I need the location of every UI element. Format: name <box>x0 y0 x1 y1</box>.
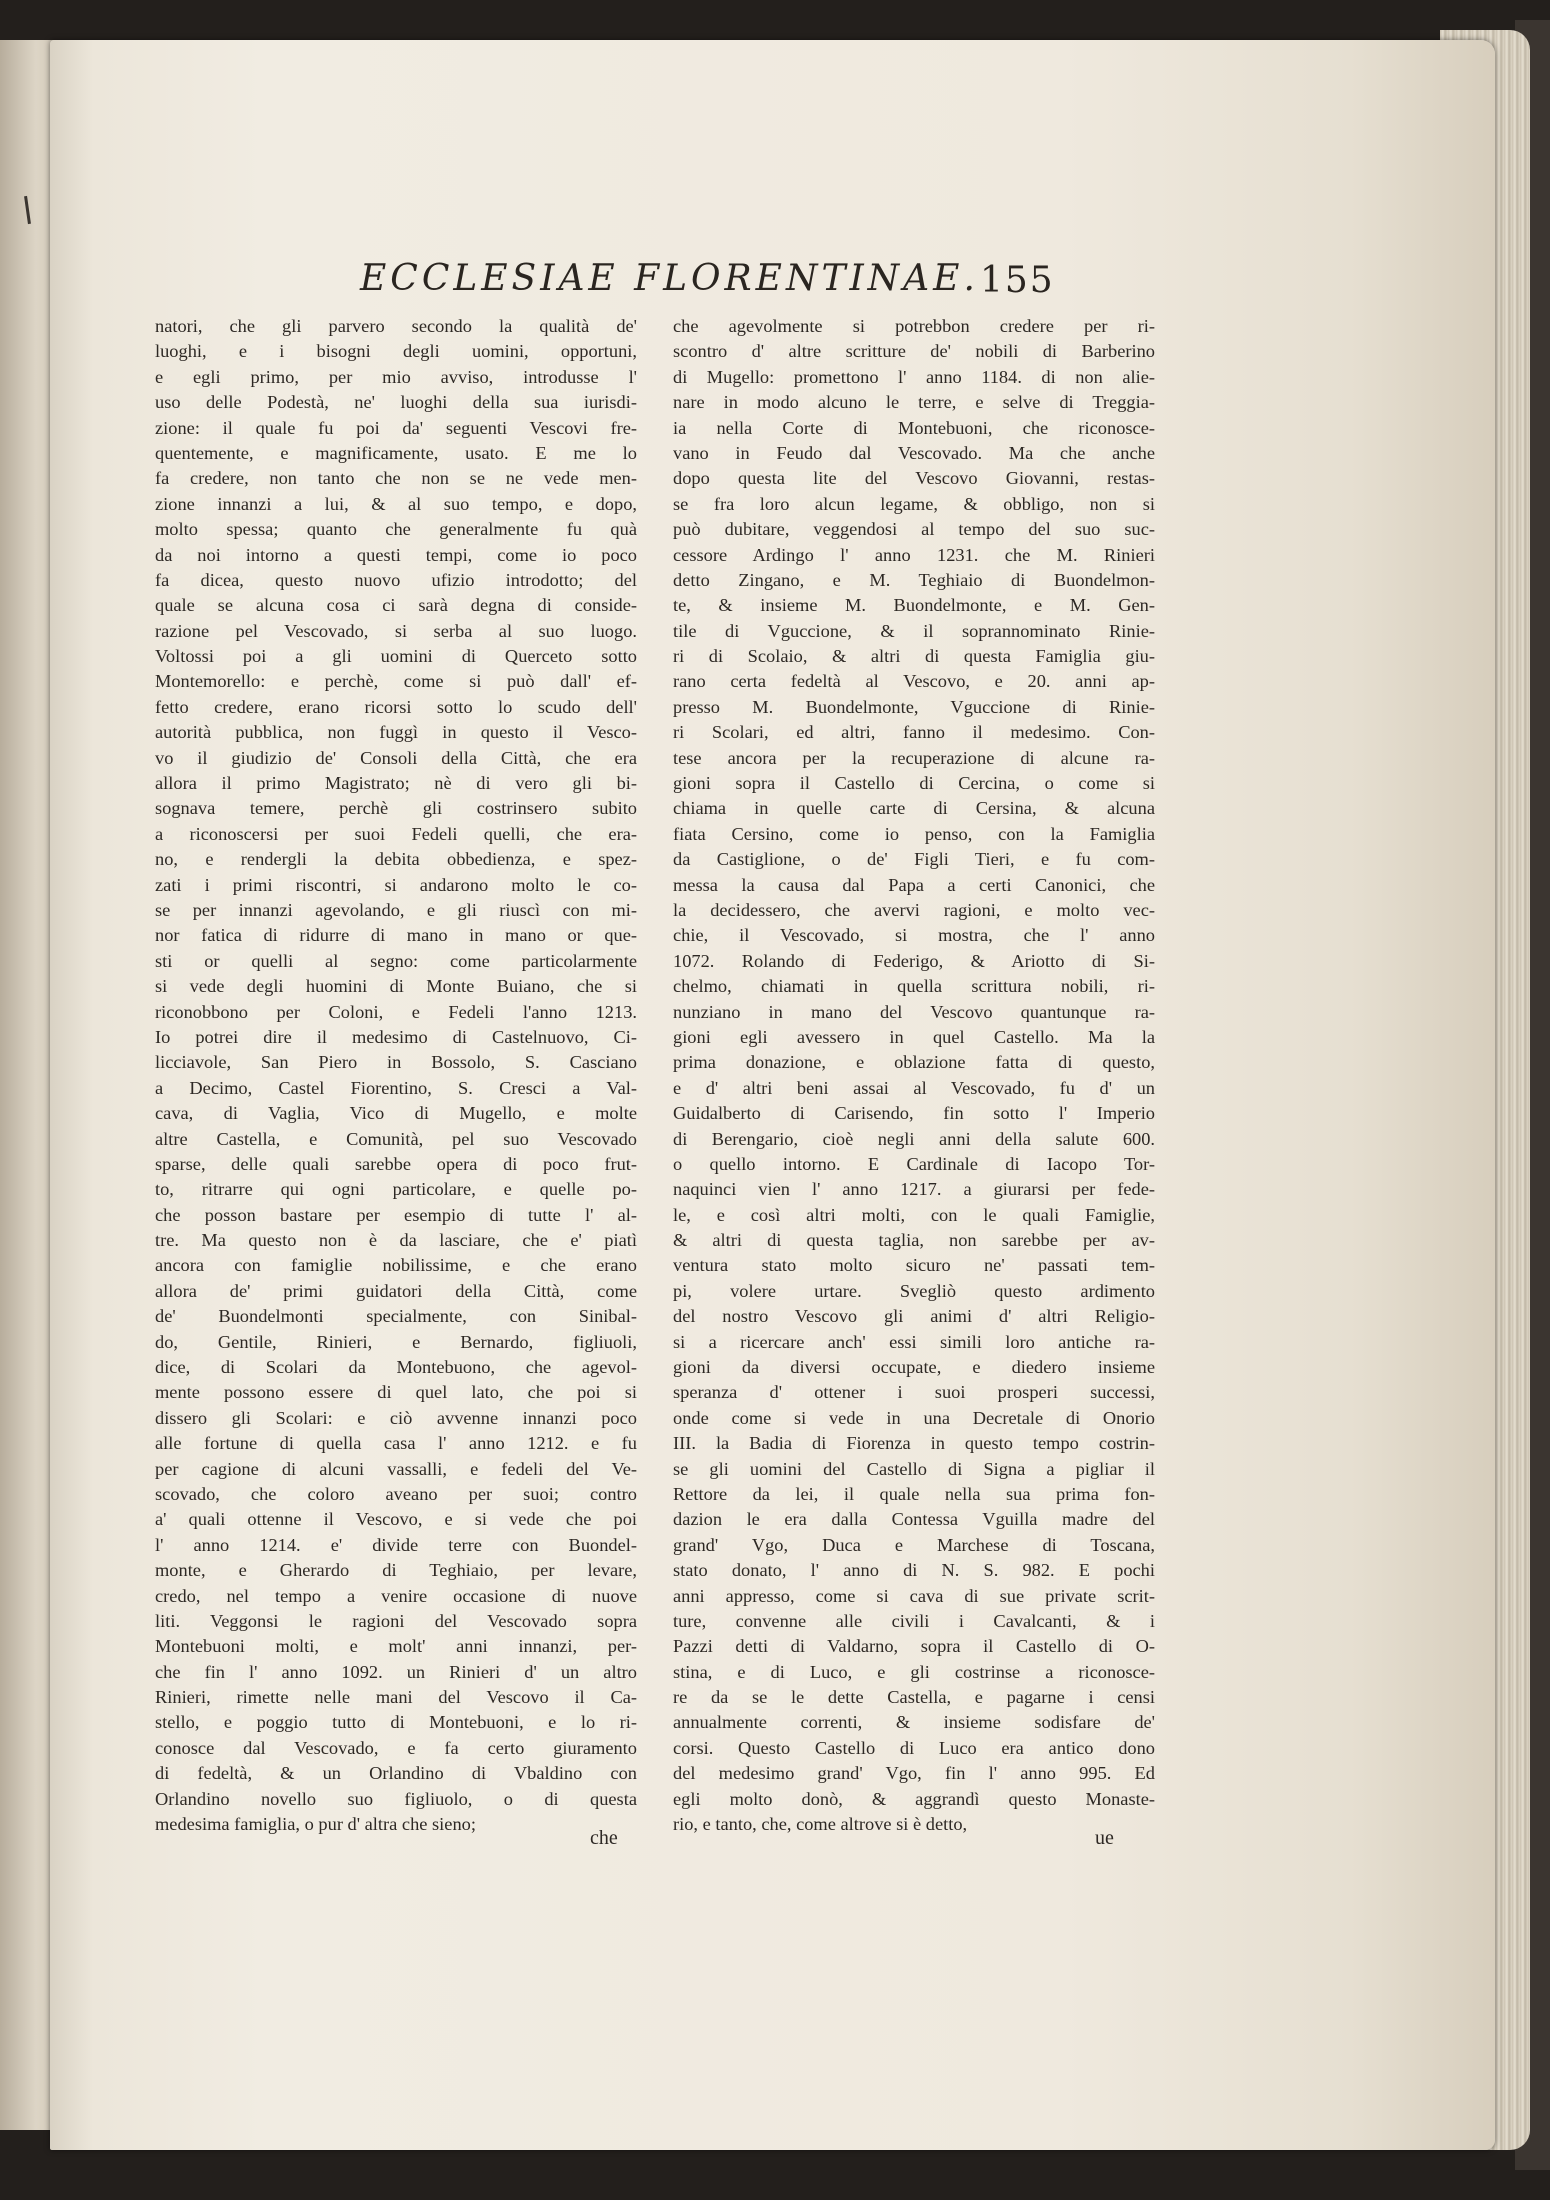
text-line: quentemente, e magnificamente, usato. E me lo <box>155 442 637 463</box>
text-line: può dubitare, veggendosi al tempo del suo suc- <box>673 519 1155 540</box>
text-line: da Castiglione, o de' Figli Tieri, e fu com- <box>673 849 1155 870</box>
text-line: annualmente correnti, & insieme sodisfare de' <box>673 1712 1155 1733</box>
text-line: vano in Feudo dal Vescovado. Ma che anche <box>673 442 1155 463</box>
text-line: ture, convenne alle civili i Cavalcanti, & i <box>673 1610 1155 1631</box>
text-line: fa credere, non tanto che non se ne vede men- <box>155 468 637 489</box>
text-line: riconobbono per Coloni, e Fedeli l'anno 1213. <box>155 1001 637 1022</box>
text-line: Orlandino novello suo figliuolo, o di questa <box>155 1788 637 1809</box>
text-line: & altri di questa taglia, non sarebbe per av- <box>673 1230 1155 1251</box>
text-line: a riconoscersi per suoi Fedeli quelli, che era- <box>155 823 637 844</box>
text-line: dopo questa lite del Vescovo Giovanni, restas- <box>673 468 1155 489</box>
text-line: a Decimo, Castel Fiorentino, S. Cresci a Val- <box>155 1077 637 1098</box>
text-line: Guidalberto di Carisendo, fin sotto l' Imperio <box>673 1103 1155 1124</box>
text-line: egli molto donò, & aggrandì questo Monaste- <box>673 1788 1155 1809</box>
text-line: ri Scolari, ed altri, fanno il medesimo. Con- <box>673 722 1155 743</box>
text-line: stina, e di Luco, e gli costrinse a riconosce- <box>673 1661 1155 1682</box>
text-line: messa la causa dal Papa a certi Canonici, che <box>673 874 1155 895</box>
text-line: licciavole, San Piero in Bossolo, S. Casciano <box>155 1052 637 1073</box>
text-line: scovado, che coloro aveano per suoi; contro <box>155 1483 637 1504</box>
text-line: allora il primo Magistrato; nè di vero gli bi- <box>155 773 637 794</box>
text-line: se per innanzi agevolando, e gli riuscì con mi- <box>155 899 637 920</box>
text-line: zione: il quale fu poi da' seguenti Vescovi fre- <box>155 417 637 438</box>
text-line: de' Buondelmonti specialmente, con Sinibal- <box>155 1306 637 1327</box>
text-line: stello, e poggio tutto di Montebuoni, e lo ri- <box>155 1712 637 1733</box>
text-line: pi, volere urtare. Svegliò questo ardimento <box>673 1280 1155 1301</box>
text-line: Pazzi detti di Valdarno, sopra il Castello di O- <box>673 1636 1155 1657</box>
text-line: si vede degli huomini di Monte Buiano, che si <box>155 976 637 997</box>
text-line: Voltossi poi a gli uomini di Querceto sotto <box>155 646 637 667</box>
text-line: ri di Scolaio, & altri di questa Famiglia giu- <box>673 646 1155 667</box>
text-line: sognava temere, perchè gli costrinsero subito <box>155 798 637 819</box>
text-line: tile di Vguccione, & il soprannominato Rinie- <box>673 620 1155 641</box>
text-line: zati i primi riscontri, si andarono molto le co- <box>155 874 637 895</box>
text-column-left <box>155 314 637 1837</box>
text-line: o quello intorno. E Cardinale di Iacopo Tor- <box>673 1153 1155 1174</box>
text-line: grand' Vgo, Duca e Marchese di Toscana, <box>673 1534 1155 1555</box>
text-line: se fra loro alcun legame, & obbligo, non si <box>673 493 1155 514</box>
text-line: da noi intorno a questi tempi, come io poco <box>155 544 637 565</box>
text-line: che agevolmente si potrebbon credere per ri- <box>673 316 1155 336</box>
text-line: natori, che gli parvero secondo la qualità de' <box>155 316 637 336</box>
running-title: ECCLESIAE FLORENTINAE. <box>360 258 979 299</box>
text-line: medesima famiglia, o pur d' altra che sieno; <box>155 1814 476 1835</box>
catchword-left: che <box>590 1827 618 1849</box>
text-line: zione innanzi a lui, & al suo tempo, e dopo, <box>155 493 637 514</box>
text-line: di Berengario, cioè negli anni della salute 600. <box>673 1128 1155 1149</box>
text-line: nare in modo alcuno le terre, e selve di Treggia- <box>673 392 1155 413</box>
text-line: prima donazione, e oblazione fatta di questo, <box>673 1052 1155 1073</box>
text-line: cava, di Vaglia, Vico di Mugello, e molte <box>155 1103 637 1124</box>
text-line: scontro d' altre scritture de' nobili di Barberino <box>673 341 1155 362</box>
text-line: allora de' primi guidatori della Città, come <box>155 1280 637 1301</box>
text-line: vo il giudizio de' Consoli della Città, che era <box>155 747 637 768</box>
text-line: autorità pubblica, non fuggì in questo il Vesco- <box>155 722 637 743</box>
text-line: credo, nel tempo a venire occasione di nuove <box>155 1585 637 1606</box>
text-line: gioni egli avessero in quel Castello. Ma la <box>673 1026 1155 1047</box>
text-line: sti or quelli al segno: come particolarmente <box>155 950 637 971</box>
text-line: sparse, delle quali sarebbe opera di poco frut- <box>155 1153 637 1174</box>
text-line: nor fatica di ridurre di mano in mano or que- <box>155 925 637 946</box>
text-line: alle fortune di quella casa l' anno 1212. e fu <box>155 1433 637 1454</box>
text-line: dice, di Scolari da Montebuono, che agevol- <box>155 1357 637 1378</box>
text-line: fiata Cersino, come io penso, con la Famiglia <box>673 823 1155 844</box>
text-line: razione pel Vescovado, si serba al suo luogo. <box>155 620 637 641</box>
text-line: altre Castella, e Comunità, pel suo Vescovado <box>155 1128 637 1149</box>
text-line: si a ricercare anch' essi simili loro antiche ra- <box>673 1331 1155 1352</box>
text-line: Montemorello: e perchè, come si può dall' ef- <box>155 671 637 692</box>
text-line: Rinieri, rimette nelle mani del Vescovo il Ca- <box>155 1687 637 1708</box>
running-header <box>360 258 1055 308</box>
text-line: dissero gli Scolari: e ciò avvenne innanzi poco <box>155 1407 637 1428</box>
text-line: di Mugello: promettono l' anno 1184. di non alie- <box>673 366 1155 387</box>
text-line: tre. Ma questo non è da lasciare, che e' piatì <box>155 1230 637 1251</box>
text-line: chiama in quelle carte di Cersina, & alcuna <box>673 798 1155 819</box>
text-line: do, Gentile, Rinieri, e Bernardo, figliuoli, <box>155 1331 637 1352</box>
text-line: no, e rendergli la debita obbedienza, e spez- <box>155 849 637 870</box>
text-line: la decidessero, che avervi ragioni, e molto vec- <box>673 899 1155 920</box>
text-line: chelmo, chiamati in quella scrittura nobili, ri- <box>673 976 1155 997</box>
text-line: monte, e Gherardo di Teghiaio, per levare, <box>155 1560 637 1581</box>
text-line: liti. Veggonsi le ragioni del Vescovado sopra <box>155 1610 637 1631</box>
text-line: se gli uomini del Castello di Signa a pigliar il <box>673 1458 1155 1479</box>
text-line: molto spessa; quanto che generalmente fu quà <box>155 519 637 540</box>
text-line: e d' altri beni assai al Vescovado, fu d' un <box>673 1077 1155 1098</box>
page-number: 155 <box>980 260 1055 301</box>
text-line: speranza d' ottener i suoi prosperi successi, <box>673 1382 1155 1403</box>
text-line: Io potrei dire il medesimo di Castelnuovo, Ci- <box>155 1026 637 1047</box>
text-column-right <box>673 314 1155 1837</box>
text-line: rano certa fedeltà al Vescovo, e 20. anni ap- <box>673 671 1155 692</box>
text-line: conosce dal Vescovado, e fa certo giuramento <box>155 1737 637 1758</box>
text-line: onde come si vede in una Decretale di Onorio <box>673 1407 1155 1428</box>
text-line: rio, e tanto, che, come altrove si è detto, <box>673 1814 968 1835</box>
text-line: nunziano in mano del Vescovo quantunque ra- <box>673 1001 1155 1022</box>
text-line: che posson bastare per esempio di tutte l' al- <box>155 1204 637 1225</box>
text-line: stato donato, l' anno di N. S. 982. E pochi <box>673 1560 1155 1581</box>
text-line: Montebuoni molti, e molt' anni innanzi, per- <box>155 1636 637 1657</box>
text-line: ia nella Corte di Montebuoni, che riconosce- <box>673 417 1155 438</box>
text-line: re da se le dette Castella, e pagarne i censi <box>673 1687 1155 1708</box>
text-line: luoghi, e i bisogni degli uomini, opportuni, <box>155 341 637 362</box>
text-line: to, ritrarre qui ogni particolare, e quelle po- <box>155 1179 637 1200</box>
text-line: naquinci vien l' anno 1217. a giurarsi per fede- <box>673 1179 1155 1200</box>
text-line: ancora con famiglie nobilissime, e che erano <box>155 1255 637 1276</box>
text-line: III. la Badia di Fiorenza in questo tempo costrin- <box>673 1433 1155 1454</box>
text-line: l' anno 1214. e' divide terre con Buondel- <box>155 1534 637 1555</box>
text-line: detto Zingano, e M. Teghiaio di Buondelmon- <box>673 569 1155 590</box>
text-line: mente possono essere di quel lato, che poi si <box>155 1382 637 1403</box>
text-line: te, & insieme M. Buondelmonte, e M. Gen- <box>673 595 1155 616</box>
text-line: quale se alcuna cosa ci sarà degna di conside- <box>155 595 637 616</box>
text-line: fetto credere, erano ricorsi sotto lo scudo dell' <box>155 696 637 717</box>
text-line: del medesimo grand' Vgo, fin l' anno 995. Ed <box>673 1763 1155 1784</box>
text-line: 1072. Rolando di Federigo, & Ariotto di Si- <box>673 950 1155 971</box>
text-line: chie, il Vescovado, si mostra, che l' anno <box>673 925 1155 946</box>
text-line: che fin l' anno 1092. un Rinieri d' un altro <box>155 1661 637 1682</box>
text-line: gioni da diversi occupate, e diedero insieme <box>673 1357 1155 1378</box>
text-line: anni appresso, come si cava di sue private scrit- <box>673 1585 1155 1606</box>
text-line: corsi. Questo Castello di Luco era antico dono <box>673 1737 1155 1758</box>
text-line: del nostro Vescovo gli animi d' altri Religio- <box>673 1306 1155 1327</box>
text-line: dazion le era dalla Contessa Vguilla madre del <box>673 1509 1155 1530</box>
text-line: per cagione di alcuni vassalli, e fedeli del Ve- <box>155 1458 637 1479</box>
text-line: fa dicea, questo nuovo ufizio introdotto; del <box>155 569 637 590</box>
text-line: e egli primo, per mio avviso, introdusse l' <box>155 366 637 387</box>
catchword-right: ue <box>1095 1827 1114 1849</box>
text-line: a' quali ottenne il Vescovo, e si vede che poi <box>155 1509 637 1530</box>
text-line: ventura stato molto sicuro ne' passati tem- <box>673 1255 1155 1276</box>
text-line: presso M. Buondelmonte, Vguccione di Rinie- <box>673 696 1155 717</box>
text-line: di fedeltà, & un Orlandino di Vbaldino con <box>155 1763 637 1784</box>
text-line: le, e così altri molti, con le quali Famiglie, <box>673 1204 1155 1225</box>
text-line: Rettore da lei, il quale nella sua prima fon- <box>673 1483 1155 1504</box>
text-line: uso delle Podestà, ne' luoghi della sua iurisdi- <box>155 392 637 413</box>
text-line: gioni sopra il Castello di Cercina, o come si <box>673 773 1155 794</box>
text-line: cessore Ardingo l' anno 1231. che M. Rinieri <box>673 544 1155 565</box>
text-line: tese ancora per la recuperazione di alcune ra- <box>673 747 1155 768</box>
